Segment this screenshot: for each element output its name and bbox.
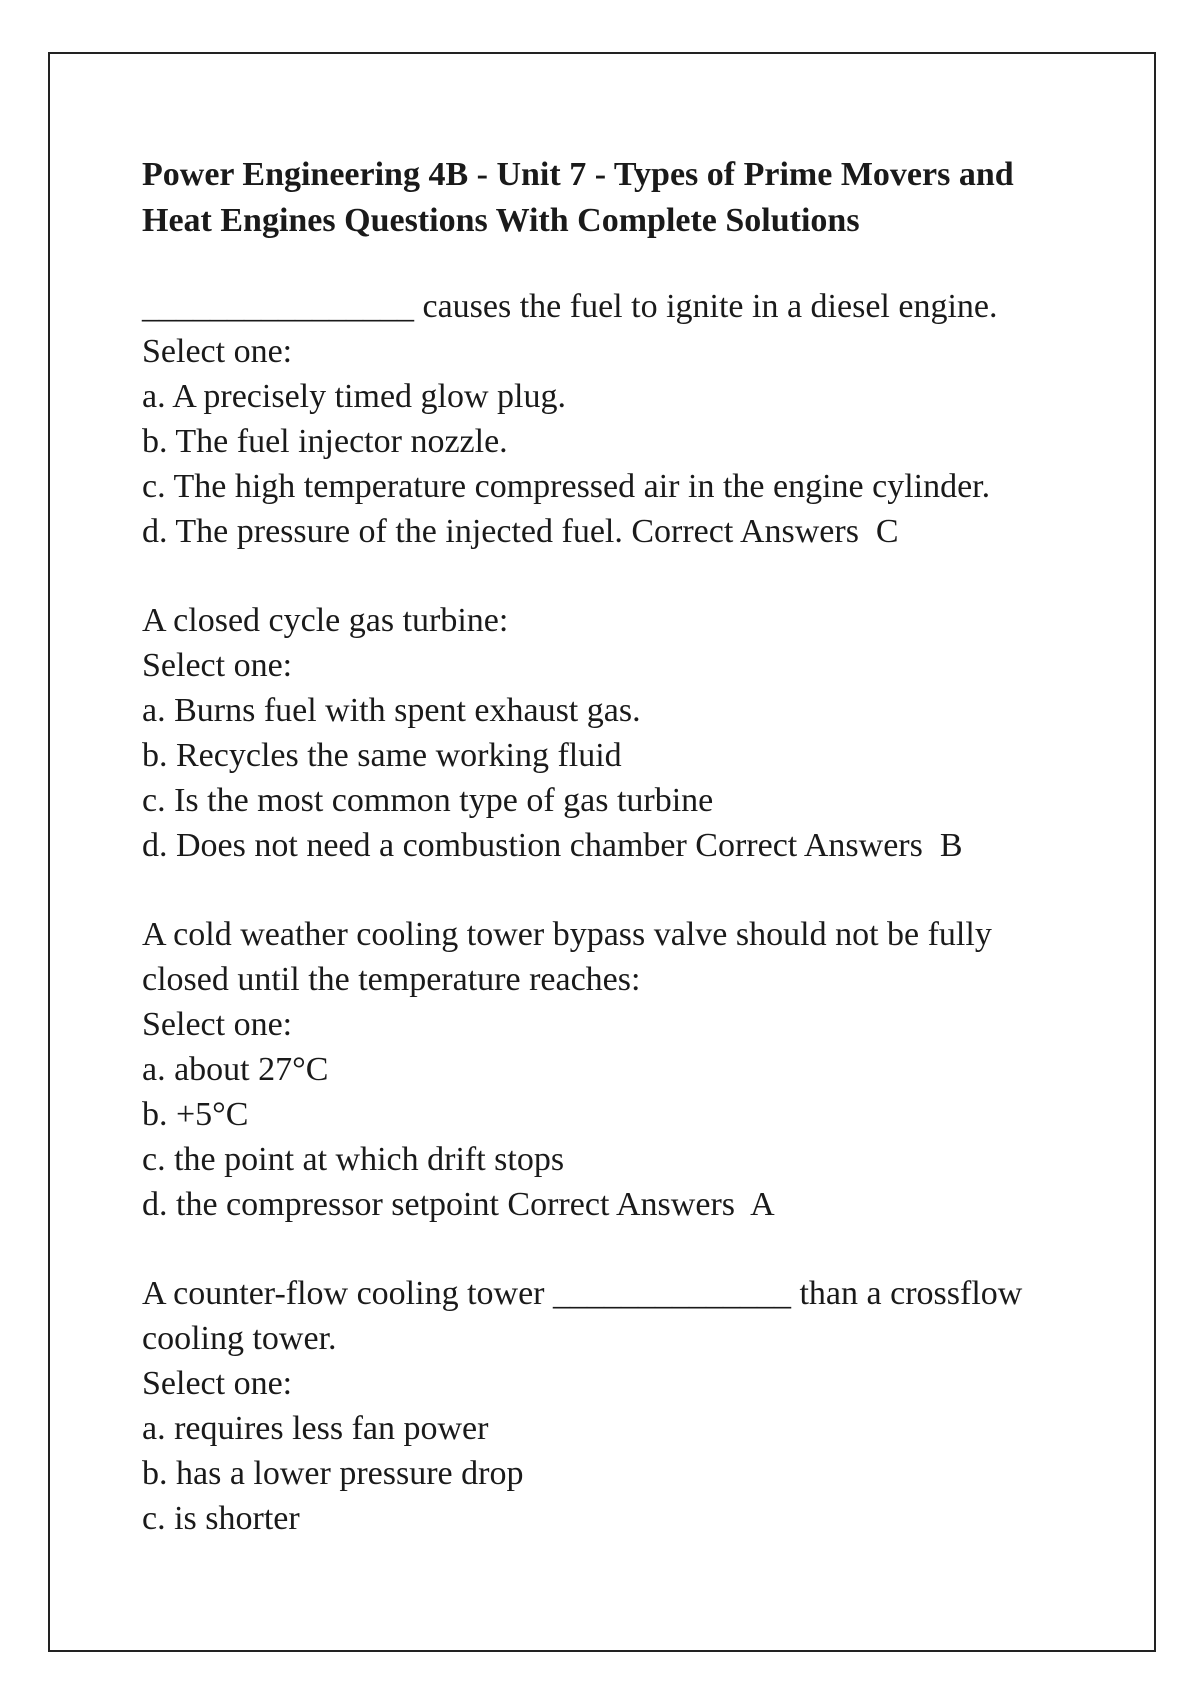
option-c: c. The high temperature compressed air in the engine cylinder. xyxy=(142,468,991,505)
option-a: a. requires less fan power xyxy=(142,1410,489,1447)
question-1 xyxy=(142,284,1082,554)
option-c: c. the point at which drift stops xyxy=(142,1141,565,1178)
question-4 xyxy=(142,1271,1082,1541)
option-c: c. Is the most common type of gas turbine xyxy=(142,782,714,819)
select-label: Select one: xyxy=(142,333,293,370)
option-c: c. is shorter xyxy=(142,1500,300,1537)
question-3 xyxy=(142,912,1082,1227)
question-2 xyxy=(142,598,1082,868)
option-d: d. The pressure of the injected fuel. Correct Answers C xyxy=(142,513,899,550)
select-label: Select one: xyxy=(142,1006,293,1043)
option-d: d. Does not need a combustion chamber Correct Answers B xyxy=(142,827,963,864)
option-b: b. has a lower pressure drop xyxy=(142,1455,524,1492)
question-prompt: A cold weather cooling tower bypass valve should not be fully closed until the temperature reaches: xyxy=(142,916,1001,998)
question-prompt: A closed cycle gas turbine: xyxy=(142,602,509,639)
document-content xyxy=(142,152,1082,1585)
question-prompt: A counter-flow cooling tower ______________ than a crossflow cooling tower. xyxy=(142,1275,1031,1357)
question-prompt: ________________ causes the fuel to ignite in a diesel engine. xyxy=(142,288,998,325)
option-d: d. the compressor setpoint Correct Answers A xyxy=(142,1186,775,1223)
option-b: b. +5°C xyxy=(142,1096,249,1133)
option-b: b. The fuel injector nozzle. xyxy=(142,423,508,460)
option-a: a. about 27°C xyxy=(142,1051,329,1088)
option-a: a. A precisely timed glow plug. xyxy=(142,378,566,415)
option-a: a. Burns fuel with spent exhaust gas. xyxy=(142,692,641,729)
select-label: Select one: xyxy=(142,647,293,684)
document-title: Power Engineering 4B - Unit 7 - Types of Prime Movers and Heat Engines Questions With Complete Solutions xyxy=(142,156,1014,239)
select-label: Select one: xyxy=(142,1365,293,1402)
option-b: b. Recycles the same working fluid xyxy=(142,737,622,774)
